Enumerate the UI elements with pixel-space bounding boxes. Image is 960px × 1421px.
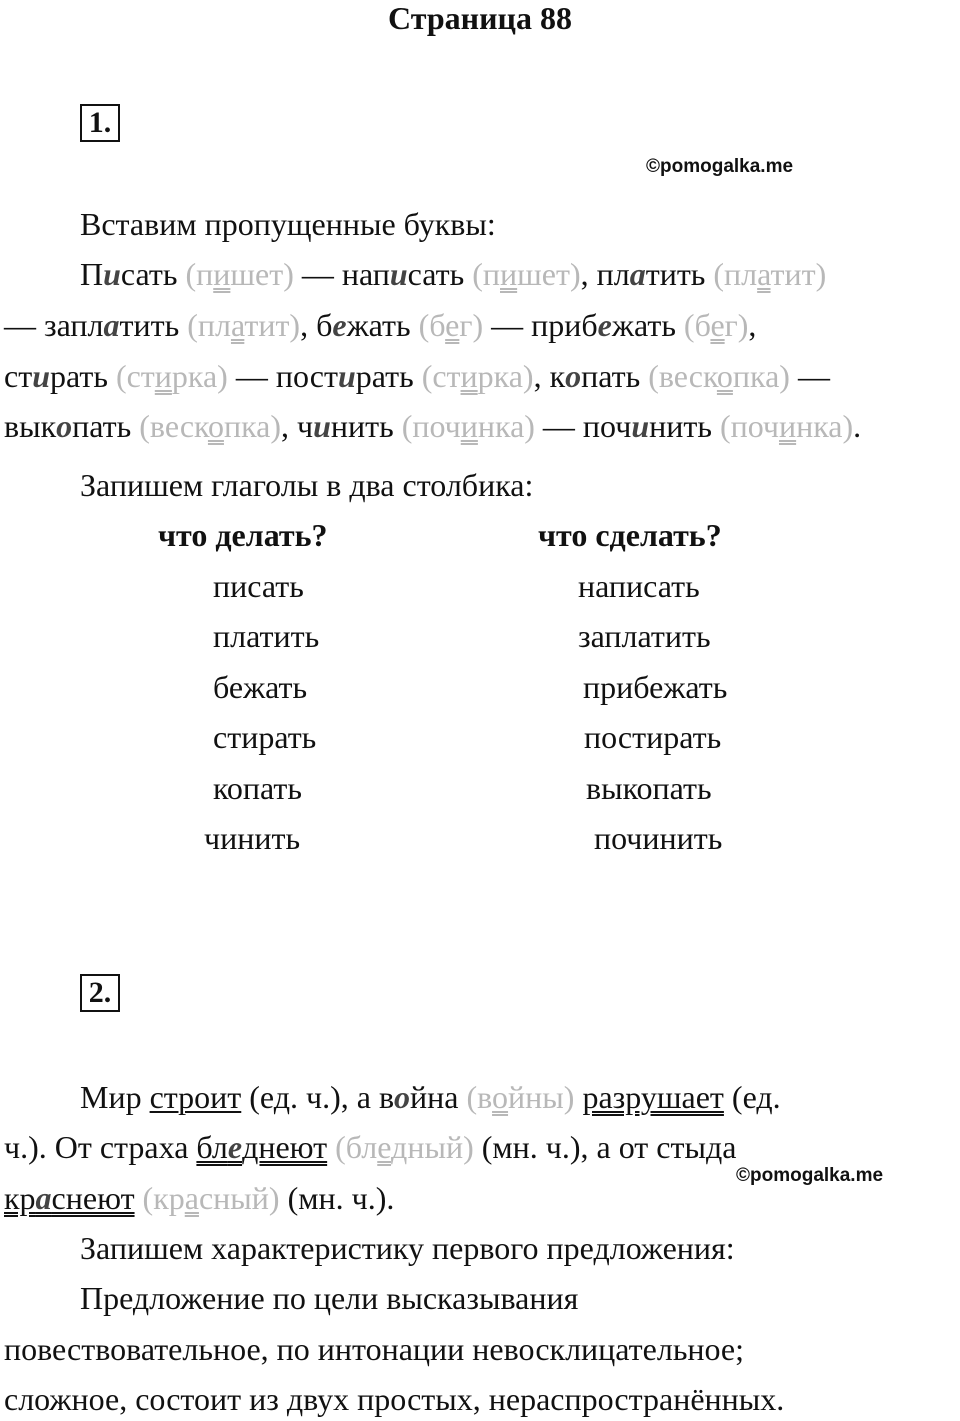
- column-header-left: что делать?: [158, 517, 328, 553]
- task1-intro: Вставим пропущенные буквы:: [80, 206, 496, 242]
- left-word: стирать: [213, 719, 317, 755]
- task2-characteristic-line-1: Предложение по цели высказывания: [80, 1280, 579, 1316]
- task-number-1: 1.: [80, 104, 120, 142]
- task2-characteristic-intro: Запишем характеристику первого предложения:: [80, 1230, 735, 1266]
- right-word: постирать: [584, 719, 722, 755]
- right-word: прибежать: [583, 669, 728, 705]
- left-word: чинить: [204, 820, 301, 856]
- left-word: писать: [213, 568, 304, 604]
- task2-characteristic-line-2: повествовательное, по интонации невосклицательное;: [4, 1331, 745, 1367]
- task2-sentence-line-3: краснеют (красный) (мн. ч.).: [4, 1180, 395, 1216]
- left-word: копать: [213, 770, 302, 806]
- column-header-right: что сделать?: [538, 517, 722, 553]
- task2-sentence-line-1: Мир строит (ед. ч.), а война (войны) разрушает (ед.: [80, 1079, 781, 1115]
- left-word: бежать: [213, 669, 308, 705]
- right-word: написать: [578, 568, 700, 604]
- right-word: починить: [594, 820, 723, 856]
- task1-line-1: Писать (пишет) — написать (пишет), платить (платит): [80, 256, 827, 292]
- task2-sentence-line-2: ч.). От страха бледнеют (бледный) (мн. ч.), а от стыда: [4, 1129, 737, 1165]
- task2-characteristic-line-3: сложное, состоит из двух простых, нераспространённых.: [4, 1381, 785, 1417]
- left-word: платить: [213, 618, 320, 654]
- right-word: заплатить: [578, 618, 711, 654]
- watermark: ©pomogalka.me: [646, 156, 794, 177]
- page-title: Страница 88: [388, 0, 572, 36]
- task-number-2: 2.: [80, 974, 120, 1012]
- task1-line-2: — заплатить (платит), бежать (бег) — прибежать (бег),: [4, 307, 757, 343]
- task1-columns-intro: Запишем глаголы в два столбика:: [80, 467, 534, 503]
- task1-line-3: стирать (стирка) — постирать (стирка), копать (вескопка) —: [4, 358, 830, 394]
- watermark: ©pomogalka.me: [736, 1165, 884, 1186]
- task1-line-4: выкопать (вескопка), чинить (починка) — починить (починка).: [4, 408, 862, 444]
- right-word: выкопать: [586, 770, 712, 806]
